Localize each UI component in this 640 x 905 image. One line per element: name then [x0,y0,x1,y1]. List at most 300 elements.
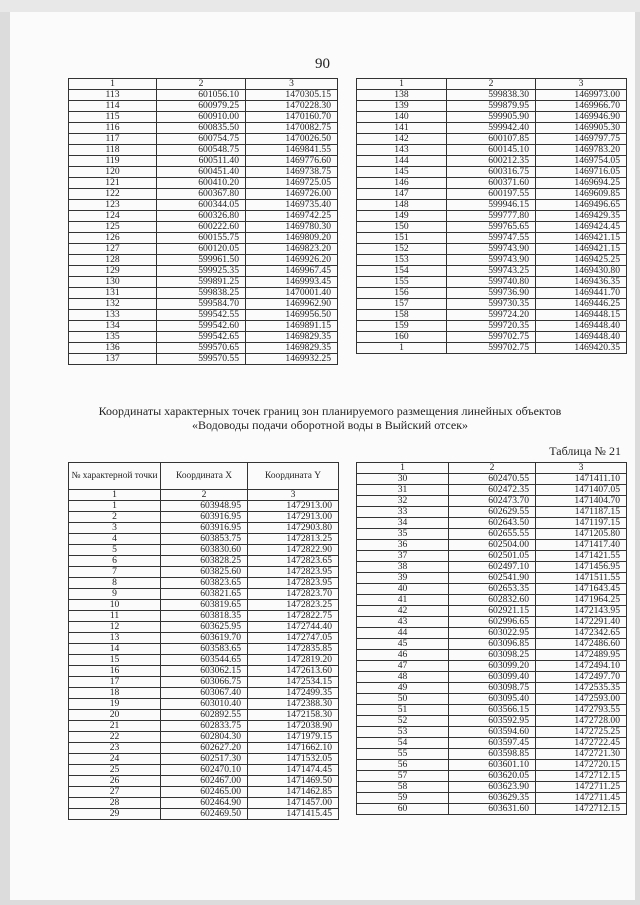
coordinate-y-cell: 1469430.80 [536,266,627,277]
col-header-x: Координата X [161,463,248,490]
point-number-cell: 155 [357,277,447,288]
coordinate-y-cell: 1469436.35 [536,277,627,288]
table-row [357,288,627,299]
point-number-cell: 7 [69,567,161,578]
table-row [357,661,627,672]
point-number-cell: 128 [69,255,157,266]
point-number-cell: 37 [357,551,449,562]
coordinate-x-cell: 602469.50 [161,809,248,820]
coordinate-y-cell: 1472823.70 [248,589,339,600]
point-number-cell: 129 [69,266,157,277]
coordinate-y-cell: 1469967.45 [246,266,338,277]
column-number-cell: 2 [161,490,248,501]
coordinate-x-cell: 603629.35 [449,793,536,804]
point-number-cell: 141 [357,123,447,134]
table-row [357,738,627,749]
point-number-cell: 47 [357,661,449,672]
coordinate-x-cell: 600120.05 [157,244,246,255]
coordinate-y-cell: 1469966.70 [536,101,627,112]
table-row [69,332,338,343]
coordinate-y-cell: 1471511.55 [536,573,627,584]
point-number-cell: 135 [69,332,157,343]
table-row [69,666,339,677]
point-number-cell: 126 [69,233,157,244]
table-row [69,200,338,211]
point-number-cell: 21 [69,721,161,732]
table-row [69,156,338,167]
table-row [357,167,627,178]
coordinate-x-cell: 602465.00 [161,787,248,798]
table-row [69,299,338,310]
coordinate-y-cell: 1472158.30 [248,710,339,721]
table-row [357,321,627,332]
coordinate-x-cell: 602627.20 [161,743,248,754]
point-number-cell: 130 [69,277,157,288]
coordinate-x-cell: 599570.55 [157,354,246,365]
table-row [357,760,627,771]
coordinate-y-cell: 1472744.40 [248,622,339,633]
point-number-cell: 41 [357,595,449,606]
coordinate-y-cell: 1469809.20 [246,233,338,244]
coordinate-y-cell: 1472712.15 [536,804,627,815]
table-row [69,556,339,567]
coordinate-x-cell: 602653.35 [449,584,536,595]
table-bottom-right-body [357,463,627,815]
point-number-cell: 114 [69,101,157,112]
point-number-cell: 9 [69,589,161,600]
table-row [357,529,627,540]
point-number-cell: 121 [69,178,157,189]
coordinate-y-cell: 1469780.30 [246,222,338,233]
point-number-cell: 33 [357,507,449,518]
table-row [357,112,627,123]
table-row [69,600,339,611]
coordinate-x-cell: 602996.65 [449,617,536,628]
coordinate-x-cell: 600155.75 [157,233,246,244]
coordinate-x-cell: 603601.10 [449,760,536,771]
point-number-cell: 59 [357,793,449,804]
coordinate-x-cell: 603566.15 [449,705,536,716]
coordinate-x-cell: 602464.90 [161,798,248,809]
coordinate-y-cell: 1472497.70 [536,672,627,683]
coordinate-y-cell: 1469956.50 [246,310,338,321]
coordinate-x-cell: 599942.40 [447,123,536,134]
coordinate-x-cell: 603623.90 [449,782,536,793]
table-row [69,167,338,178]
table-row [357,672,627,683]
table-row [357,551,627,562]
point-number-cell: 2 [69,512,161,523]
coordinate-y-cell: 1471415.45 [248,809,339,820]
table-row [69,145,338,156]
point-number-cell: 27 [69,787,161,798]
table-row [69,743,339,754]
column-number-cell: 3 [536,463,627,474]
point-number-cell: 35 [357,529,449,540]
table-row [69,310,338,321]
table-top-left [68,78,338,365]
coordinate-y-cell: 1472711.45 [536,793,627,804]
coordinate-y-cell: 1471462.85 [248,787,339,798]
point-number-cell: 25 [69,765,161,776]
column-number-cell: 1 [357,463,449,474]
table-row [357,145,627,156]
coordinate-x-cell: 599584.70 [157,299,246,310]
coordinate-y-cell: 1469429.35 [536,211,627,222]
point-number-cell: 132 [69,299,157,310]
table-row [357,639,627,650]
point-number-cell: 124 [69,211,157,222]
point-number-cell: 6 [69,556,161,567]
coordinate-x-cell: 600410.20 [157,178,246,189]
coordinate-x-cell: 599542.60 [157,321,246,332]
table-row [69,277,338,288]
point-number-cell: 1 [357,343,447,354]
point-number-cell: 24 [69,754,161,765]
coordinate-x-cell: 602629.55 [449,507,536,518]
coordinate-y-cell: 1469797.75 [536,134,627,145]
coordinate-y-cell: 1469946.90 [536,112,627,123]
point-number-cell: 151 [357,233,447,244]
table-row [357,540,627,551]
table-header-row [69,490,339,501]
coordinate-y-cell: 1469973.00 [536,90,627,101]
coordinate-y-cell: 1472822.75 [248,611,339,622]
point-number-cell: 12 [69,622,161,633]
table-row [357,584,627,595]
point-number-cell: 20 [69,710,161,721]
table-row [69,776,339,787]
coordinate-y-cell: 1469905.30 [536,123,627,134]
coordinate-x-cell: 603625.95 [161,622,248,633]
coordinate-x-cell: 603062.15 [161,666,248,677]
point-number-cell: 17 [69,677,161,688]
coordinate-x-cell: 602655.55 [449,529,536,540]
table-row [357,233,627,244]
coordinate-y-cell: 1472489.95 [536,650,627,661]
coordinate-y-cell: 1469742.25 [246,211,338,222]
column-number-cell: 2 [449,463,536,474]
coordinate-x-cell: 603916.95 [161,512,248,523]
coordinate-x-cell: 599905.90 [447,112,536,123]
coordinate-y-cell: 1471205.80 [536,529,627,540]
coordinate-y-cell: 1469424.45 [536,222,627,233]
table-row [69,721,339,732]
coordinate-y-cell: 1471457.00 [248,798,339,809]
coordinate-y-cell: 1472728.00 [536,716,627,727]
point-number-cell: 134 [69,321,157,332]
point-number-cell: 28 [69,798,161,809]
coordinate-x-cell: 600145.10 [447,145,536,156]
point-number-cell: 148 [357,200,447,211]
coordinate-y-cell: 1472823.95 [248,567,339,578]
coordinate-x-cell: 600835.50 [157,123,246,134]
table-top-left-body [69,79,338,365]
coordinate-x-cell: 603583.65 [161,644,248,655]
table-row [357,244,627,255]
coordinate-y-cell: 1471411.10 [536,474,627,485]
coordinate-x-cell: 602467.00 [161,776,248,787]
table-row [69,134,338,145]
coordinate-y-cell: 1471964.25 [536,595,627,606]
point-number-cell: 154 [357,266,447,277]
point-number-cell: 150 [357,222,447,233]
coordinate-x-cell: 602921.15 [449,606,536,617]
point-number-cell: 38 [357,562,449,573]
table-row [69,189,338,200]
point-number-cell: 16 [69,666,161,677]
point-number-cell: 22 [69,732,161,743]
point-number-cell: 153 [357,255,447,266]
table-row [357,134,627,145]
coordinate-y-cell: 1472913.00 [248,501,339,512]
coordinate-x-cell: 603948.95 [161,501,248,512]
coordinate-y-cell: 1469891.15 [246,321,338,332]
coordinate-x-cell: 603594.60 [449,727,536,738]
table-row [357,749,627,760]
col-header-y: Координата Y [248,463,339,490]
point-number-cell: 10 [69,600,161,611]
coordinate-x-cell: 599702.75 [447,332,536,343]
table-row [69,589,339,600]
table-row [69,321,338,332]
coordinate-x-cell: 601056.10 [157,90,246,101]
coordinate-y-cell: 1469823.20 [246,244,338,255]
coordinate-x-cell: 603916.95 [161,523,248,534]
table-row [69,178,338,189]
coordinate-y-cell: 1472593.00 [536,694,627,705]
coordinate-x-cell: 603592.95 [449,716,536,727]
table-row [357,771,627,782]
table-row [357,485,627,496]
table-row [357,211,627,222]
table-row [69,633,339,644]
table-number: Таблица № 21 [549,444,621,458]
point-number-cell: 19 [69,699,161,710]
coordinate-x-cell: 602541.90 [449,573,536,584]
coordinate-x-cell: 603099.20 [449,661,536,672]
point-number-cell: 23 [69,743,161,754]
table-row [357,782,627,793]
coordinate-y-cell: 1470160.70 [246,112,338,123]
coordinate-y-cell: 1472819.20 [248,655,339,666]
coordinate-y-cell: 1472494.10 [536,661,627,672]
coordinate-y-cell: 1471421.55 [536,551,627,562]
coordinate-y-cell: 1472835.85 [248,644,339,655]
coordinate-y-cell: 1472711.25 [536,782,627,793]
table-row [357,178,627,189]
table-row [69,699,339,710]
coordinate-x-cell: 599736.90 [447,288,536,299]
coordinate-x-cell: 599925.35 [157,266,246,277]
table-row [357,255,627,266]
table-row [69,567,339,578]
point-number-cell: 147 [357,189,447,200]
table-row [357,299,627,310]
point-number-cell: 142 [357,134,447,145]
point-number-cell: 117 [69,134,157,145]
coordinate-y-cell: 1471979.15 [248,732,339,743]
coordinate-y-cell: 1469829.35 [246,343,338,354]
table-row [357,189,627,200]
table-row [69,545,339,556]
coordinate-x-cell: 600316.75 [447,167,536,178]
coordinate-y-cell: 1469609.85 [536,189,627,200]
coordinate-x-cell: 599765.65 [447,222,536,233]
table-header-row [69,79,338,90]
table-row [357,332,627,343]
point-number-cell: 138 [357,90,447,101]
table-row [69,611,339,622]
point-number-cell: 160 [357,332,447,343]
point-number-cell: 46 [357,650,449,661]
point-number-cell: 40 [357,584,449,595]
table-row [69,501,339,512]
table-bottom-left [68,462,339,820]
coordinate-y-cell: 1471532.05 [248,754,339,765]
point-number-cell: 1 [69,501,161,512]
table-row [69,688,339,699]
table-row [357,496,627,507]
table-row [69,787,339,798]
table-row [69,255,338,266]
table-row [357,573,627,584]
table-row [69,655,339,666]
table-row [69,754,339,765]
coordinate-x-cell: 603819.65 [161,600,248,611]
table-row [357,628,627,639]
document-page [10,12,635,900]
coordinate-y-cell: 1469726.00 [246,189,338,200]
coordinate-x-cell: 599730.35 [447,299,536,310]
point-number-cell: 144 [357,156,447,167]
table-row [69,244,338,255]
table-row [357,277,627,288]
coordinate-x-cell: 600326.80 [157,211,246,222]
column-number-cell: 1 [69,79,157,90]
coordinate-x-cell: 602643.50 [449,518,536,529]
table-row [357,101,627,112]
point-number-cell: 118 [69,145,157,156]
coordinate-x-cell: 603620.05 [449,771,536,782]
point-number-cell: 26 [69,776,161,787]
coordinate-x-cell: 603095.40 [449,694,536,705]
coordinate-x-cell: 600511.40 [157,156,246,167]
coordinate-x-cell: 600451.40 [157,167,246,178]
coordinate-y-cell: 1469421.15 [536,244,627,255]
table-row [69,622,339,633]
table-row [69,222,338,233]
table-row [357,562,627,573]
point-number-cell: 53 [357,727,449,738]
coordinate-y-cell: 1469754.05 [536,156,627,167]
coordinate-y-cell: 1472822.90 [248,545,339,556]
coordinate-x-cell: 602470.10 [161,765,248,776]
coordinate-y-cell: 1471407.05 [536,485,627,496]
coordinate-x-cell: 603066.75 [161,677,248,688]
coordinate-x-cell: 599946.15 [447,200,536,211]
coordinate-y-cell: 1469448.40 [536,321,627,332]
coordinate-y-cell: 1469738.75 [246,167,338,178]
coordinate-y-cell: 1469776.60 [246,156,338,167]
coordinate-y-cell: 1469448.15 [536,310,627,321]
section-title: Координаты характерных точек границ зон планируемого размещения линейных объектов «Водоводы подачи оборотной воды в Выйский отсек» [98,404,562,432]
coordinate-y-cell: 1471469.50 [248,776,339,787]
table-header-row [357,79,627,90]
point-number-cell: 44 [357,628,449,639]
table-row [357,606,627,617]
table-row [69,534,339,545]
table-row [69,123,338,134]
coordinate-y-cell: 1472388.30 [248,699,339,710]
coordinate-x-cell: 600910.00 [157,112,246,123]
point-number-cell: 133 [69,310,157,321]
coordinate-x-cell: 600212.35 [447,156,536,167]
coordinate-y-cell: 1469841.55 [246,145,338,156]
point-number-cell: 122 [69,189,157,200]
point-number-cell: 32 [357,496,449,507]
coordinate-y-cell: 1469420.35 [536,343,627,354]
table-row [357,650,627,661]
column-number-cell: 2 [447,79,536,90]
table-bottom-right [356,462,627,815]
table-row [69,211,338,222]
coordinate-x-cell: 602892.55 [161,710,248,721]
coordinate-y-cell: 1471187.15 [536,507,627,518]
coordinate-x-cell: 603830.60 [161,545,248,556]
table-row [69,112,338,123]
coordinate-y-cell: 1472534.15 [248,677,339,688]
coordinate-y-cell: 1469448.40 [536,332,627,343]
coordinate-y-cell: 1472342.65 [536,628,627,639]
coordinate-x-cell: 600979.25 [157,101,246,112]
coordinate-x-cell: 599879.95 [447,101,536,112]
coordinate-x-cell: 600197.55 [447,189,536,200]
coordinate-y-cell: 1472721.30 [536,749,627,760]
point-number-cell: 39 [357,573,449,584]
coordinate-y-cell: 1469962.90 [246,299,338,310]
coordinate-y-cell: 1469716.05 [536,167,627,178]
table-row [69,266,338,277]
point-number-cell: 127 [69,244,157,255]
table-row [357,694,627,705]
table-row [357,507,627,518]
coordinate-y-cell: 1472486.60 [536,639,627,650]
table-row [69,343,338,354]
table-row [69,354,338,365]
page-number: 90 [315,56,330,72]
point-number-cell: 8 [69,578,161,589]
table-row [69,677,339,688]
column-number-cell: 2 [157,79,246,90]
coordinate-x-cell: 599702.75 [447,343,536,354]
point-number-cell: 42 [357,606,449,617]
coordinate-x-cell: 599740.80 [447,277,536,288]
table-row [69,710,339,721]
point-number-cell: 149 [357,211,447,222]
coordinate-y-cell: 1472793.55 [536,705,627,716]
coordinate-x-cell: 599720.35 [447,321,536,332]
point-number-cell: 13 [69,633,161,644]
coordinate-y-cell: 1470082.75 [246,123,338,134]
point-number-cell: 159 [357,321,447,332]
coordinate-x-cell: 603096.85 [449,639,536,650]
coordinate-x-cell: 602501.05 [449,551,536,562]
coordinate-y-cell: 1472499.35 [248,688,339,699]
table-top-right [356,78,627,354]
point-number-cell: 52 [357,716,449,727]
point-number-cell: 45 [357,639,449,650]
